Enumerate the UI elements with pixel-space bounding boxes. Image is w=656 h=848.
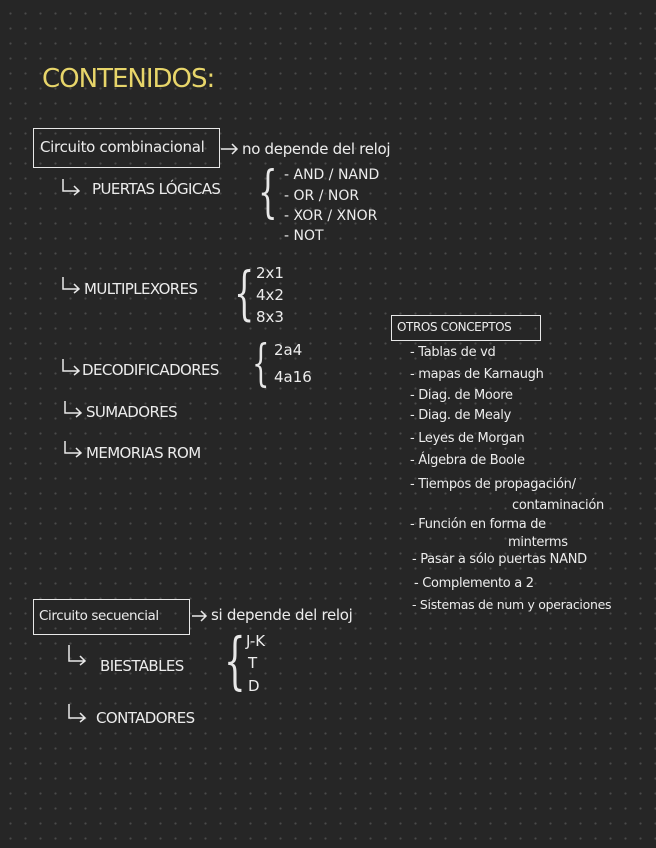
biestables-label: BIESTABLES bbox=[100, 657, 184, 675]
decoder-item: 2a4 bbox=[274, 341, 303, 359]
combinational-circuit-label: Circuito combinacional bbox=[40, 138, 205, 156]
sub-arrow-icon bbox=[62, 400, 84, 418]
flipflop-item: T bbox=[248, 654, 258, 672]
concept-item-continuation: contaminación bbox=[512, 498, 604, 513]
gate-item: - NOT bbox=[284, 228, 324, 244]
concept-item: - Álgebra de Boole bbox=[410, 453, 525, 468]
sumadores-label: SUMADORES bbox=[86, 403, 178, 421]
mux-item: 8x3 bbox=[256, 308, 284, 326]
right-arrow-icon bbox=[191, 609, 209, 623]
concept-item: - Sistemas de num y operaciones bbox=[412, 597, 612, 612]
concept-item: - mapas de Karnaugh bbox=[410, 367, 544, 382]
concept-item-continuation: minterms bbox=[508, 535, 568, 550]
concept-item: - Pasar a sólo puertas NAND bbox=[412, 552, 587, 567]
sub-arrow-icon bbox=[60, 276, 82, 294]
concept-item: - Complemento a 2 bbox=[414, 576, 534, 591]
flipflop-item: D bbox=[248, 677, 260, 695]
mux-item: 4x2 bbox=[256, 286, 284, 304]
flipflop-item: J-K bbox=[246, 632, 266, 650]
sub-arrow-icon bbox=[66, 644, 88, 666]
brace-icon: { bbox=[234, 259, 255, 327]
concept-item: - Diag. de Moore bbox=[410, 388, 513, 403]
brace-icon: { bbox=[258, 160, 278, 225]
otros-conceptos-heading: OTROS CONCEPTOS bbox=[397, 320, 512, 334]
concept-item: - Tiempos de propagación/ bbox=[410, 477, 576, 492]
sub-arrow-icon bbox=[60, 358, 82, 376]
gate-item: - OR / NOR bbox=[284, 188, 360, 204]
sub-arrow-icon bbox=[60, 178, 82, 196]
concept-item: - Leyes de Morgan bbox=[410, 431, 525, 446]
decoder-item: 4a16 bbox=[274, 368, 312, 386]
multiplexores-label: MULTIPLEXORES bbox=[84, 280, 198, 298]
sequential-note: si depende del reloj bbox=[211, 606, 353, 624]
sub-arrow-icon bbox=[66, 703, 88, 723]
right-arrow-icon bbox=[220, 142, 240, 156]
sub-arrow-icon bbox=[62, 440, 84, 458]
sequential-circuit-label: Circuito secuencial bbox=[39, 608, 159, 624]
combinational-note: no depende del reloj bbox=[242, 140, 391, 158]
contadores-label: CONTADORES bbox=[96, 709, 195, 727]
concept-item: - Diag. de Mealy bbox=[410, 408, 511, 423]
brace-icon: { bbox=[252, 334, 270, 392]
puertas-logicas-label: PUERTAS LÓGICAS bbox=[92, 180, 221, 198]
page-title: CONTENIDOS: bbox=[42, 64, 215, 94]
decodificadores-label: DECODIFICADORES bbox=[82, 361, 219, 379]
brace-icon: { bbox=[224, 624, 246, 697]
gate-item: - AND / NAND bbox=[284, 167, 380, 183]
gate-item: - XOR / XNOR bbox=[284, 208, 378, 224]
concept-item: - Tablas de vd bbox=[410, 345, 496, 360]
memorias-label: MEMORIAS ROM bbox=[86, 444, 201, 462]
concept-item: - Función en forma de bbox=[410, 517, 546, 532]
mux-item: 2x1 bbox=[256, 264, 284, 282]
